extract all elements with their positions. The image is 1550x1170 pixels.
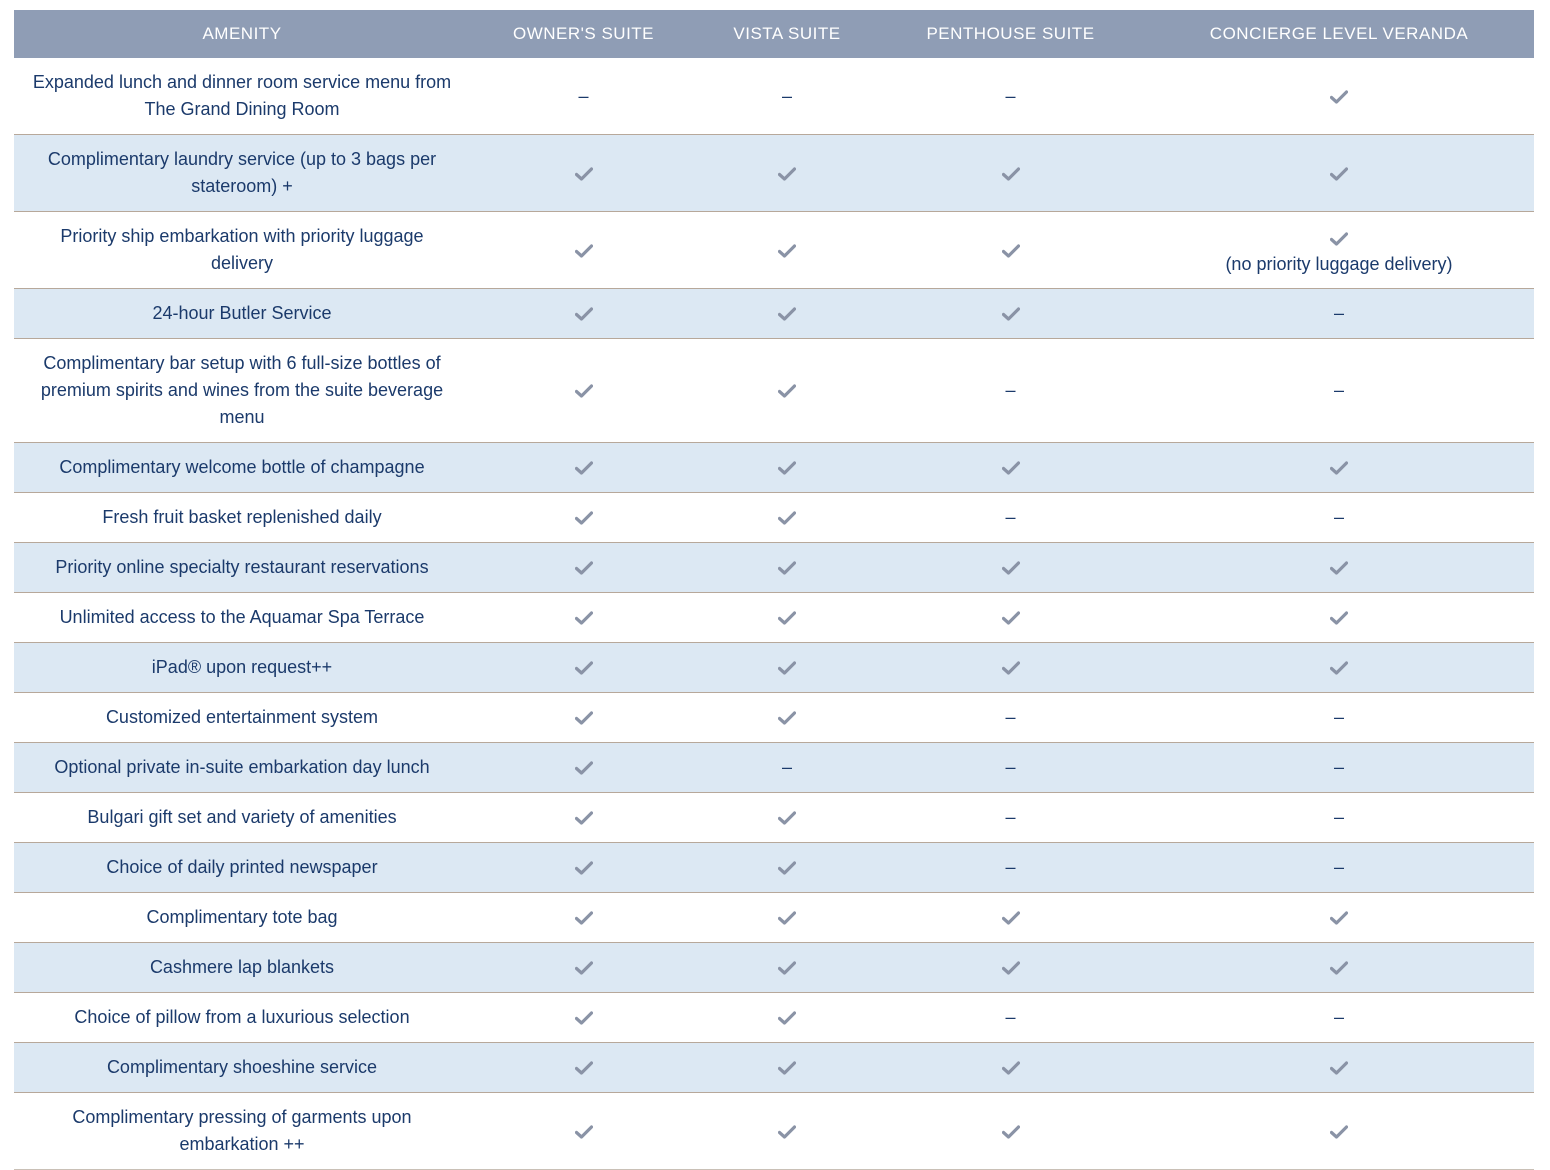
amenity-cell: Expanded lunch and dinner room service menu from The Grand Dining Room xyxy=(14,58,470,135)
availability-cell xyxy=(1144,593,1534,643)
table-row xyxy=(14,289,1534,339)
availability-cell xyxy=(1144,943,1534,993)
availability-cell xyxy=(877,493,1144,543)
availability-cell xyxy=(697,1093,877,1170)
header-row xyxy=(14,10,1534,58)
availability-cell xyxy=(1144,1043,1534,1093)
availability-cell xyxy=(697,943,877,993)
table-row xyxy=(14,743,1534,793)
availability-cell xyxy=(697,993,877,1043)
not-included-dash: – xyxy=(781,757,792,777)
availability-cell xyxy=(877,212,1144,289)
availability-cell xyxy=(470,443,697,493)
availability-cell xyxy=(697,339,877,443)
checkmark-icon xyxy=(1002,561,1020,575)
availability-cell xyxy=(877,993,1144,1043)
checkmark-icon xyxy=(575,307,593,321)
availability-cell xyxy=(470,339,697,443)
checkmark-icon xyxy=(778,561,796,575)
availability-cell xyxy=(697,289,877,339)
table-header xyxy=(14,10,1534,58)
amenity-cell: Customized entertainment system xyxy=(14,693,470,743)
checkmark-icon xyxy=(1330,1125,1348,1139)
availability-cell xyxy=(697,493,877,543)
availability-cell xyxy=(1144,58,1534,135)
amenities-comparison-table-wrapper xyxy=(14,10,1534,1170)
amenity-cell: Complimentary laundry service (up to 3 bags per stateroom) + xyxy=(14,135,470,212)
availability-cell xyxy=(877,943,1144,993)
checkmark-icon xyxy=(575,511,593,525)
availability-cell xyxy=(697,212,877,289)
checkmark-icon xyxy=(1002,911,1020,925)
availability-cell xyxy=(697,543,877,593)
checkmark-icon xyxy=(575,244,593,258)
checkmark-icon xyxy=(778,611,796,625)
table-row xyxy=(14,893,1534,943)
availability-cell xyxy=(470,289,697,339)
availability-cell xyxy=(877,443,1144,493)
availability-cell xyxy=(877,135,1144,212)
checkmark-icon xyxy=(1330,232,1348,246)
amenity-cell: Optional private in-suite embarkation day lunch xyxy=(14,743,470,793)
checkmark-icon xyxy=(575,1125,593,1139)
checkmark-icon xyxy=(575,384,593,398)
checkmark-icon xyxy=(1002,1061,1020,1075)
checkmark-icon xyxy=(778,384,796,398)
checkmark-icon xyxy=(778,661,796,675)
amenity-cell: Cashmere lap blankets xyxy=(14,943,470,993)
availability-cell xyxy=(877,593,1144,643)
availability-cell xyxy=(697,58,877,135)
availability-cell xyxy=(697,443,877,493)
checkmark-icon xyxy=(575,461,593,475)
table-row xyxy=(14,212,1534,289)
header-penthouse-suite: PENTHOUSE SUITE xyxy=(877,10,1144,58)
availability-cell xyxy=(877,339,1144,443)
table-row xyxy=(14,993,1534,1043)
availability-cell xyxy=(1144,1093,1534,1170)
amenity-cell: Unlimited access to the Aquamar Spa Terrace xyxy=(14,593,470,643)
availability-cell xyxy=(470,1093,697,1170)
amenity-cell: Choice of pillow from a luxurious selection xyxy=(14,993,470,1043)
availability-cell xyxy=(470,493,697,543)
availability-cell xyxy=(877,843,1144,893)
availability-note: (no priority luggage delivery) xyxy=(1225,253,1453,274)
checkmark-icon xyxy=(778,1011,796,1025)
checkmark-icon xyxy=(575,611,593,625)
table-row xyxy=(14,493,1534,543)
not-included-dash: – xyxy=(1005,757,1016,777)
availability-cell xyxy=(877,893,1144,943)
availability-cell xyxy=(1144,135,1534,212)
availability-cell xyxy=(470,1043,697,1093)
amenity-cell: 24-hour Butler Service xyxy=(14,289,470,339)
checkmark-icon xyxy=(1002,661,1020,675)
checkmark-icon xyxy=(778,461,796,475)
availability-cell xyxy=(877,743,1144,793)
checkmark-icon xyxy=(1330,661,1348,675)
table-row xyxy=(14,543,1534,593)
availability-cell xyxy=(877,289,1144,339)
not-included-dash: – xyxy=(1005,85,1016,106)
checkmark-icon xyxy=(1002,244,1020,258)
availability-cell xyxy=(1144,493,1534,543)
availability-cell xyxy=(1144,543,1534,593)
availability-cell xyxy=(1144,339,1534,443)
checkmark-icon xyxy=(1330,961,1348,975)
availability-cell xyxy=(470,743,697,793)
table-row xyxy=(14,1093,1534,1170)
not-included-dash: – xyxy=(1333,857,1344,877)
checkmark-icon xyxy=(575,661,593,675)
checkmark-icon xyxy=(1330,167,1348,181)
table-row xyxy=(14,943,1534,993)
not-included-dash: – xyxy=(1333,757,1344,777)
checkmark-icon xyxy=(575,167,593,181)
availability-cell xyxy=(697,593,877,643)
amenity-cell: Choice of daily printed newspaper xyxy=(14,843,470,893)
checkmark-icon xyxy=(778,911,796,925)
checkmark-icon xyxy=(575,761,593,775)
checkmark-icon xyxy=(575,1011,593,1025)
amenity-cell: Complimentary tote bag xyxy=(14,893,470,943)
amenity-cell: Complimentary shoeshine service xyxy=(14,1043,470,1093)
header-concierge-level-veranda: CONCIERGE LEVEL VERANDA xyxy=(1144,10,1534,58)
availability-cell xyxy=(470,643,697,693)
availability-cell xyxy=(470,893,697,943)
checkmark-icon xyxy=(1330,1061,1348,1075)
not-included-dash: – xyxy=(1005,1007,1016,1027)
checkmark-icon xyxy=(575,711,593,725)
checkmark-icon xyxy=(778,244,796,258)
table-row xyxy=(14,339,1534,443)
availability-cell xyxy=(1144,443,1534,493)
availability-cell xyxy=(470,943,697,993)
not-included-dash: – xyxy=(1333,303,1344,323)
availability-cell xyxy=(470,58,697,135)
checkmark-icon xyxy=(778,167,796,181)
checkmark-icon xyxy=(778,961,796,975)
not-included-dash: – xyxy=(781,85,792,106)
checkmark-icon xyxy=(1330,90,1348,104)
amenities-comparison-table xyxy=(14,10,1534,1170)
checkmark-icon xyxy=(575,811,593,825)
checkmark-icon xyxy=(778,1061,796,1075)
checkmark-icon xyxy=(1330,461,1348,475)
checkmark-icon xyxy=(575,911,593,925)
not-included-dash: – xyxy=(1005,380,1016,400)
availability-cell xyxy=(470,843,697,893)
not-included-dash: – xyxy=(1333,1007,1344,1027)
availability-cell xyxy=(470,593,697,643)
table-row xyxy=(14,58,1534,135)
availability-cell xyxy=(1144,843,1534,893)
availability-cell xyxy=(1144,743,1534,793)
checkmark-icon xyxy=(1002,461,1020,475)
availability-cell xyxy=(1144,212,1534,289)
availability-cell xyxy=(470,793,697,843)
not-included-dash: – xyxy=(1333,707,1344,727)
availability-cell xyxy=(697,693,877,743)
availability-cell xyxy=(470,543,697,593)
header-owners-suite: OWNER'S SUITE xyxy=(470,10,697,58)
checkmark-icon xyxy=(1330,561,1348,575)
availability-cell xyxy=(877,1093,1144,1170)
table-row xyxy=(14,843,1534,893)
availability-cell xyxy=(877,58,1144,135)
header-vista-suite: VISTA SUITE xyxy=(697,10,877,58)
not-included-dash: – xyxy=(578,85,589,106)
checkmark-icon xyxy=(575,961,593,975)
checkmark-icon xyxy=(1002,307,1020,321)
checkmark-icon xyxy=(778,711,796,725)
availability-cell xyxy=(697,643,877,693)
availability-cell xyxy=(877,793,1144,843)
availability-cell xyxy=(1144,893,1534,943)
availability-cell xyxy=(877,1043,1144,1093)
availability-cell xyxy=(470,212,697,289)
not-included-dash: – xyxy=(1333,380,1344,400)
amenity-cell: Complimentary pressing of garments upon embarkation ++ xyxy=(14,1093,470,1170)
checkmark-icon xyxy=(778,511,796,525)
not-included-dash: – xyxy=(1005,707,1016,727)
availability-cell xyxy=(1144,643,1534,693)
availability-cell xyxy=(697,843,877,893)
checkmark-icon xyxy=(778,861,796,875)
checkmark-icon xyxy=(778,1125,796,1139)
availability-cell xyxy=(1144,993,1534,1043)
table-row xyxy=(14,793,1534,843)
availability-cell xyxy=(877,543,1144,593)
availability-cell xyxy=(697,135,877,212)
availability-cell xyxy=(1144,289,1534,339)
amenity-cell: iPad® upon request++ xyxy=(14,643,470,693)
availability-cell xyxy=(877,643,1144,693)
amenity-cell: Bulgari gift set and variety of amenities xyxy=(14,793,470,843)
checkmark-icon xyxy=(575,561,593,575)
checkmark-icon xyxy=(1330,911,1348,925)
header-amenity: AMENITY xyxy=(14,10,470,58)
table-row xyxy=(14,693,1534,743)
availability-cell xyxy=(697,1043,877,1093)
availability-cell xyxy=(697,793,877,843)
availability-cell xyxy=(877,693,1144,743)
checkmark-icon xyxy=(778,811,796,825)
amenity-cell: Priority ship embarkation with priority luggage delivery xyxy=(14,212,470,289)
checkmark-icon xyxy=(1002,1125,1020,1139)
checkmark-icon xyxy=(1002,961,1020,975)
checkmark-icon xyxy=(575,1061,593,1075)
table-row xyxy=(14,1043,1534,1093)
checkmark-icon xyxy=(1330,611,1348,625)
table-row xyxy=(14,593,1534,643)
checkmark-icon xyxy=(778,307,796,321)
table-row xyxy=(14,643,1534,693)
table-row xyxy=(14,135,1534,212)
not-included-dash: – xyxy=(1005,807,1016,827)
checkmark-icon xyxy=(575,861,593,875)
table-body xyxy=(14,58,1534,1170)
not-included-dash: – xyxy=(1333,507,1344,527)
not-included-dash: – xyxy=(1005,507,1016,527)
not-included-dash: – xyxy=(1333,807,1344,827)
amenity-cell: Complimentary bar setup with 6 full-size bottles of premium spirits and wines from the suite beverage menu xyxy=(14,339,470,443)
availability-cell xyxy=(470,993,697,1043)
table-row xyxy=(14,443,1534,493)
availability-cell xyxy=(1144,693,1534,743)
amenity-cell: Complimentary welcome bottle of champagne xyxy=(14,443,470,493)
not-included-dash: – xyxy=(1005,857,1016,877)
availability-cell xyxy=(470,693,697,743)
availability-cell xyxy=(470,135,697,212)
availability-cell xyxy=(697,743,877,793)
amenity-cell: Priority online specialty restaurant reservations xyxy=(14,543,470,593)
checkmark-icon xyxy=(1002,167,1020,181)
checkmark-icon xyxy=(1002,611,1020,625)
availability-cell xyxy=(1144,793,1534,843)
amenity-cell: Fresh fruit basket replenished daily xyxy=(14,493,470,543)
availability-cell xyxy=(697,893,877,943)
